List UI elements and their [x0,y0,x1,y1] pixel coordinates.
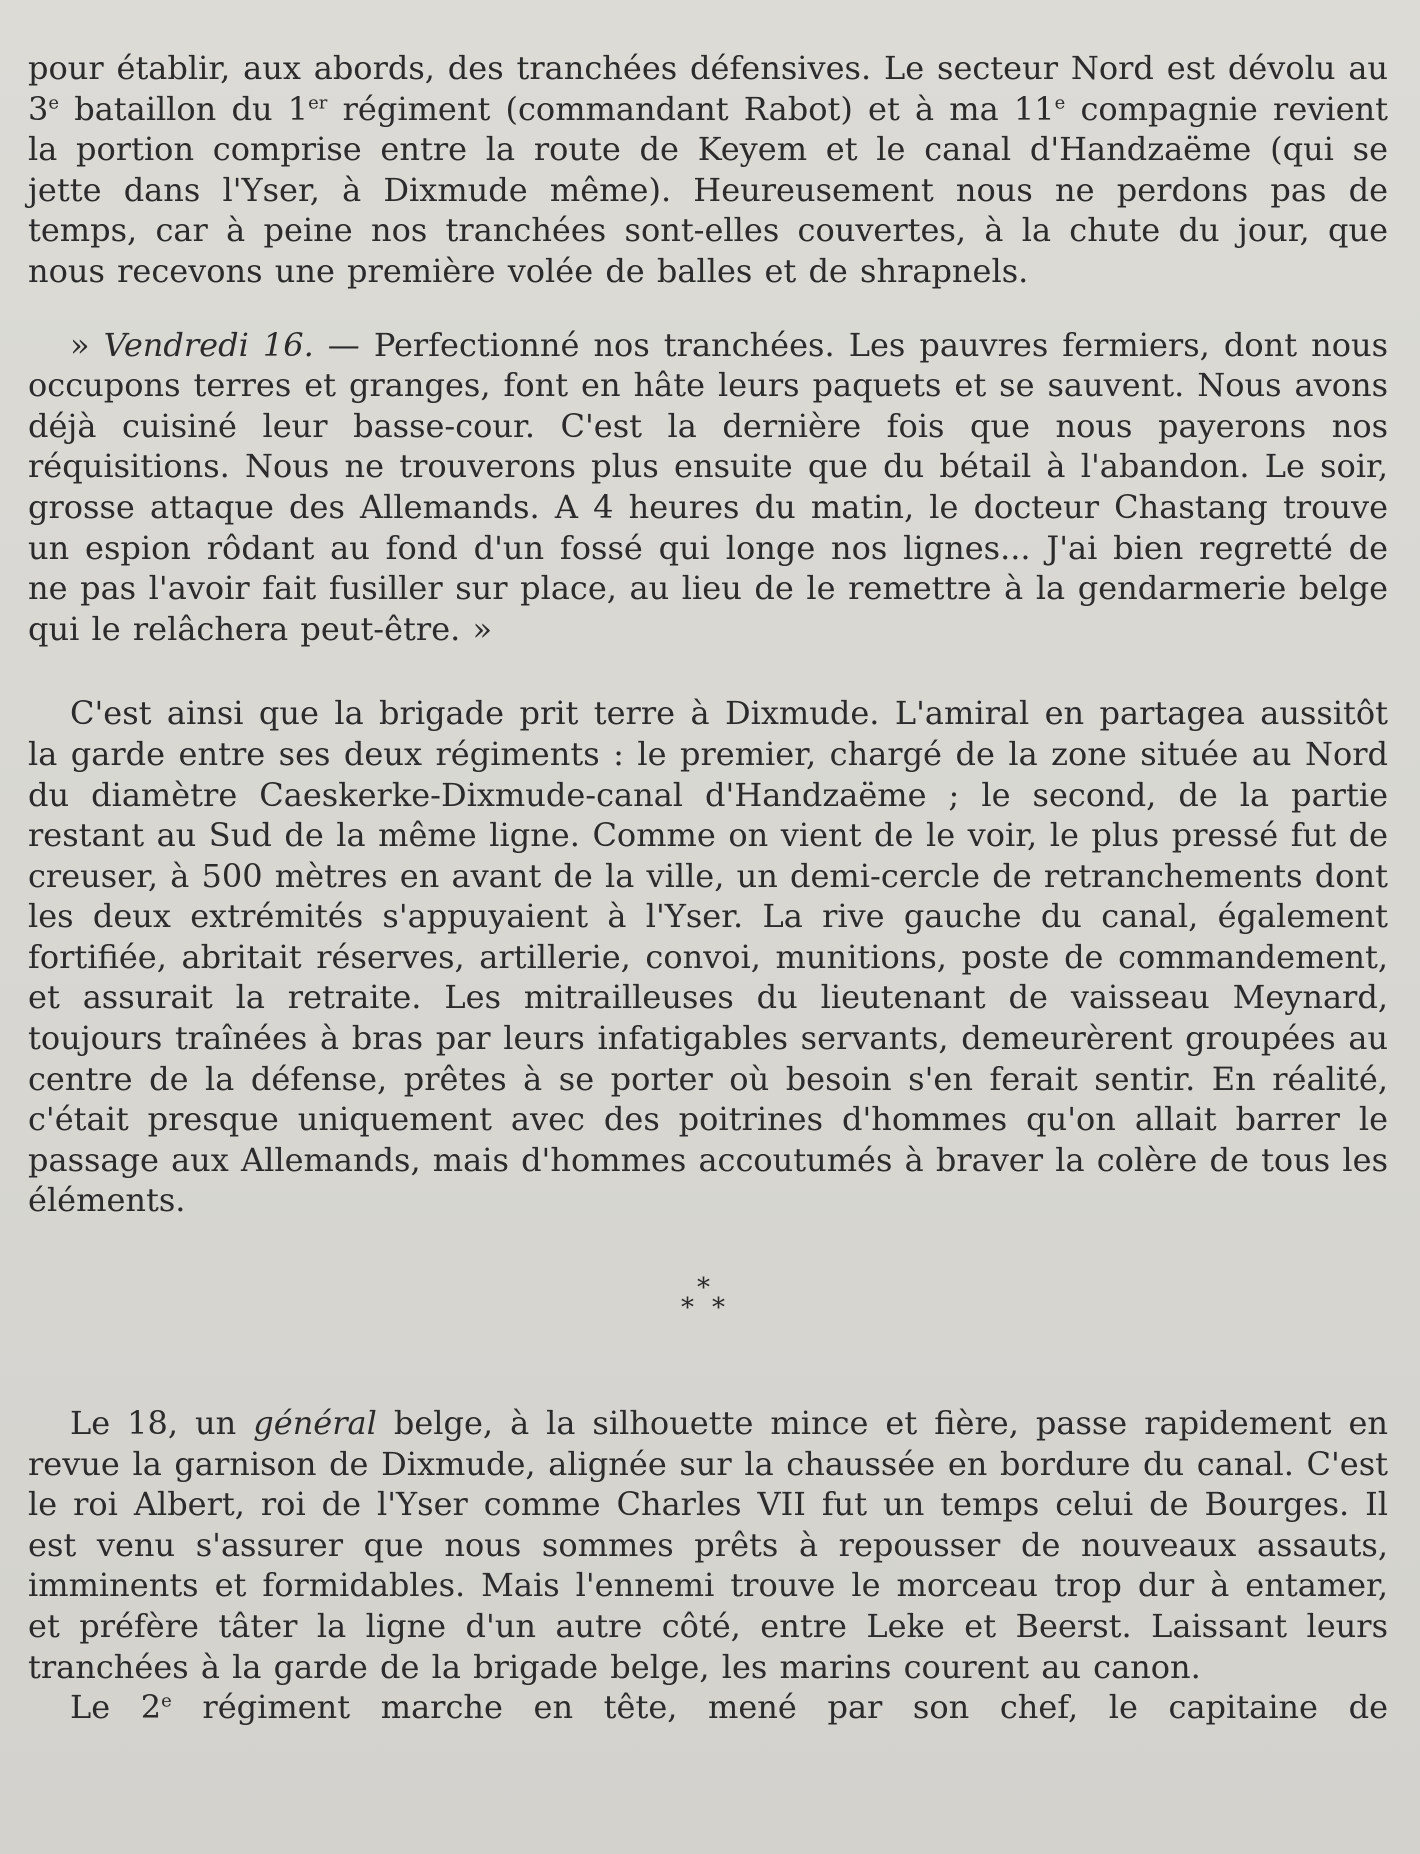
asterism-star-top: * [697,1273,710,1304]
paragraph-second-regiment [28,1687,1388,1728]
quote-open: » [70,325,104,364]
ordinal-superscript: e [48,91,60,113]
word-general: général [253,1404,377,1443]
ordinal-superscript: e [1054,91,1066,113]
king-albert-text: belge, à la silhouette mince et fière, passe rapidement en revue la garnison de Dixmude, alignée sur la chaussée en bordure du canal. C'est le roi Albert, roi de l'Yser comme Charles VII fut un temps celui de Bourges. Il est venu s'assurer que nous sommes prêts à repousser de nouveaux assauts, imminents et formidables. Mais l'ennemi trouve le morceau trop dur à entamer, et préfère tâter la ligne d'un autre côté, entre Leke et Beerst. Laissant leurs tranchées à la garde de la brigade belge, les marins courent au canon. [28,1404,1389,1686]
paragraph-king-albert [28,1403,1388,1687]
regiment-superscript: e [161,1690,172,1712]
asterism-star-right: * [712,1293,725,1324]
paragraph-diary-friday [28,325,1388,650]
king-albert-start: Le 18, un [70,1404,254,1443]
paragraph-brigade: C'est ainsi que la brigade prit terre à Dixmude. L'amiral en partagea aussitôt la garde entre ses deux régiments : le premier, chargé de la zone située au Nord du diamètre Caeskerke-Dixmude-canal d'Handzaëme ; le second, de la partie restant au Sud de la même ligne. Comme on vient de le voir, le plus pressé fut de creuser, à 500 mètres en avant de la ville, un demi-cercle de retranchements dont les deux extrémités s'appuyaient à l'Yser. La rive gauche du canal, également fortifiée, abritait réserves, artillerie, convoi, munitions, poste de commandement, et assurait la retraite. Les mitrailleuses du lieutenant de vaisseau Meynard, toujours traînées à bras par leurs infatigables servants, demeurèrent groupées au centre de la défense, prêtes à se porter où besoin s'en ferait sentir. En réalité, c'était presque uniquement avec des poitrines d'hommes qu'on allait barrer le passage aux Allemands, mais d'hommes accoutumés à braver la colère de tous les éléments. [28,694,1388,1220]
paragraph-trenches: pour établir, aux abords, des tranchées défensives. Le secteur Nord est dévolu au 3e bataillon du 1er régiment (commandant Rabot) et à ma 11e compagnie revient la portion comprise entre la route de Keyem et le canal d'Handzaëme (qui se jette dans l'Yser, à Dixmude même). Heureusement nous ne perdons pas de temps, car à peine nos tranchées sont-elles couvertes, à la chute du jour, que nous recevons une première volée de balles et de shrapnels. [28,49,1389,290]
asterism-separator [28,1275,1388,1345]
diary-text: — Perfectionné nos tranchées. Les pauvres fermiers, dont nous occupons terres et granges, font en hâte leurs paquets et se sauvent. Nous avons déjà cuisiné leur basse-cour. C'est la dernière fois que nous payerons nos réquisitions. Nous ne trouverons plus ensuite que du bétail à l'abandon. Le soir, grosse attaque des Allemands. A 4 heures du matin, le docteur Chastang trouve un espion rôdant au fond d'un fossé qui longe nos lignes... J'ai bien regretté de ne pas l'avoir fait fusiller sur place, au lieu de le remettre à la gendarmerie belge qui le relâchera peut-être. » [28,325,1389,648]
diary-date: Vendredi 16. [103,325,314,364]
ordinal-superscript: er [308,91,328,113]
regiment-text-a: Le 2 [70,1688,162,1727]
asterism-star-left: * [681,1293,694,1324]
regiment-text-b: régiment marche en tête, mené par son chef, le capitaine de [171,1688,1389,1727]
